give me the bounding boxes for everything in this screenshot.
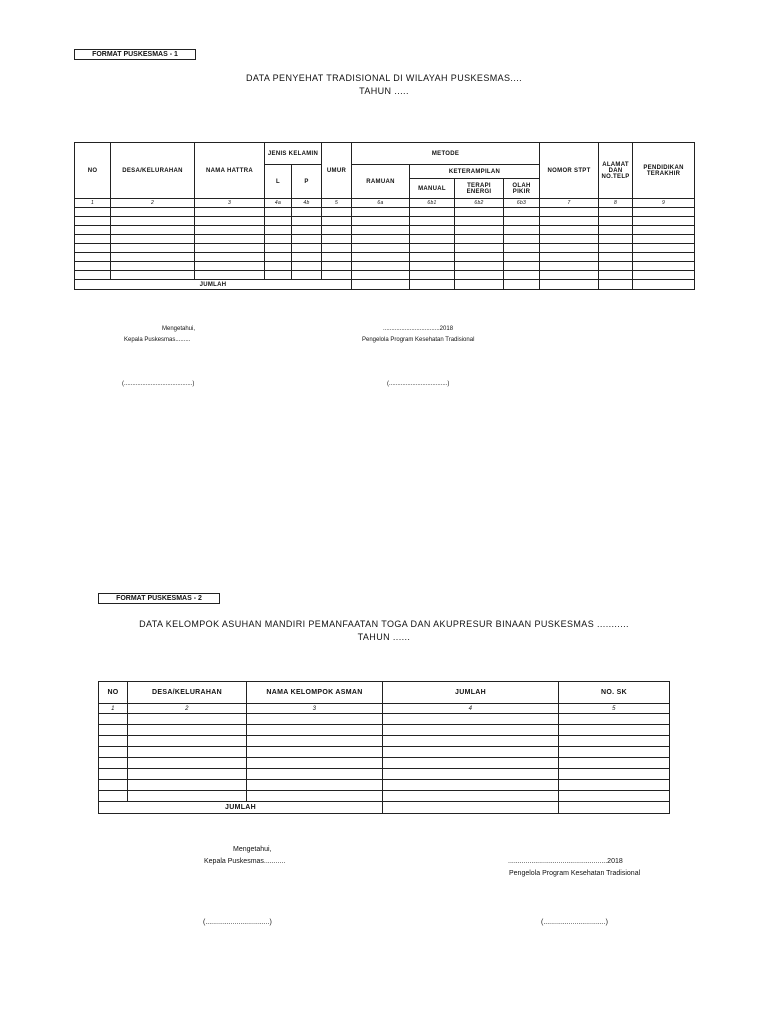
col-number: 4b [292, 199, 322, 208]
jumlah-label: JUMLAH [75, 280, 352, 290]
total-row [99, 802, 670, 814]
sign-left-name: (.................................) [203, 919, 272, 926]
header-nomor-stpt: NOMOR STPT [540, 143, 599, 199]
jumlah-label: JUMLAH [99, 802, 383, 814]
sign-right-line1: ...................................................2018 [508, 858, 623, 865]
header-olah-pikir: OLAH PIKIR [504, 179, 540, 199]
header-no-sk: NO. SK [559, 682, 670, 704]
col-number: 3 [195, 199, 265, 208]
section2-title-line2: TAHUN ...... [357, 632, 411, 642]
column-number-row [99, 704, 670, 714]
col-number: 6a [352, 199, 410, 208]
header-alamat: ALAMAT DAN NO.TELP [599, 143, 633, 199]
col-number: 4a [265, 199, 292, 208]
header-umur: UMUR [322, 143, 352, 199]
header-p: P [292, 165, 322, 199]
sign-right-line2: Pengelola Program Kesehatan Tradisional [362, 337, 475, 343]
section1-title-line1: DATA PENYEHAT TRADISIONAL DI WILAYAH PUSKESMAS.... [245, 73, 523, 83]
col-number: 3 [247, 704, 383, 714]
header-terapi-energi: TERAPI ENERGI [455, 179, 504, 199]
table-row [99, 780, 670, 791]
sign-right-line1: ..................................2018 [383, 326, 454, 332]
header-nama-hattra: NAMA HATTRA [195, 143, 265, 199]
format-label-1: FORMAT PUSKESMAS - 1 [74, 49, 196, 60]
table-row [75, 217, 695, 226]
col-number: 5 [322, 199, 352, 208]
col-number: 1 [99, 704, 128, 714]
col-number: 9 [633, 199, 695, 208]
table-row [75, 235, 695, 244]
header-keterampilan: KETERAMPILAN [410, 165, 540, 179]
table-row [75, 253, 695, 262]
col-number: 8 [599, 199, 633, 208]
section2-title-line1: DATA KELOMPOK ASUHAN MANDIRI PEMANFAATAN TOGA DAN AKUPRESUR BINAAN PUSKESMAS ........... [139, 619, 629, 629]
header-desa: DESA/KELURAHAN [128, 682, 247, 704]
table-penyehat-tradisional [74, 142, 695, 290]
column-number-row [75, 199, 695, 208]
header-nama-kelompok: NAMA KELOMPOK ASMAN [247, 682, 383, 704]
sign-left-line1: Mengetahui, [233, 846, 272, 853]
sign-right-name: (...................................) [387, 381, 450, 387]
table-row [99, 769, 670, 780]
table-row [99, 791, 670, 802]
format-label-2: FORMAT PUSKESMAS - 2 [98, 593, 220, 604]
table-kelompok-asman [98, 681, 670, 814]
col-number: 1 [75, 199, 111, 208]
header-jumlah: JUMLAH [383, 682, 559, 704]
col-number: 5 [559, 704, 670, 714]
section1-title-line2: TAHUN ..... [359, 86, 409, 96]
table-row [75, 244, 695, 253]
col-number: 4 [383, 704, 559, 714]
header-no: NO [75, 143, 111, 199]
header-desa: DESA/KELURAHAN [111, 143, 195, 199]
header-no: NO [99, 682, 128, 704]
sign-left-line2: Kepala Puskesmas......... [124, 337, 191, 343]
col-number: 2 [128, 704, 247, 714]
col-number: 6b2 [455, 199, 504, 208]
table-row [99, 758, 670, 769]
table-row [75, 262, 695, 271]
header-ramuan: RAMUAN [352, 165, 410, 199]
sign-left-name: (.........................................) [122, 381, 195, 387]
table-row [75, 226, 695, 235]
header-l: L [265, 165, 292, 199]
header-metode: METODE [352, 143, 540, 165]
sign-right-name: (................................) [541, 919, 608, 926]
col-number: 6b3 [504, 199, 540, 208]
table-row [99, 747, 670, 758]
col-number: 2 [111, 199, 195, 208]
table-row [99, 714, 670, 725]
header-jenis-kelamin: JENIS KELAMIN [265, 143, 322, 165]
col-number: 7 [540, 199, 599, 208]
table-row [75, 271, 695, 280]
header-manual: MANUAL [410, 179, 455, 199]
table-row [99, 736, 670, 747]
sign-left-line1: Mengetahui, [162, 326, 196, 332]
header-pendidikan: PENDIDIKAN TERAKHIR [633, 143, 695, 199]
sign-left-line2: Kepala Puskesmas........... [204, 858, 286, 865]
sign-right-line2: Pengelola Program Kesehatan Tradisional [509, 870, 641, 877]
table-row [75, 208, 695, 217]
col-number: 6b1 [410, 199, 455, 208]
table-row [99, 725, 670, 736]
total-row [75, 280, 695, 290]
